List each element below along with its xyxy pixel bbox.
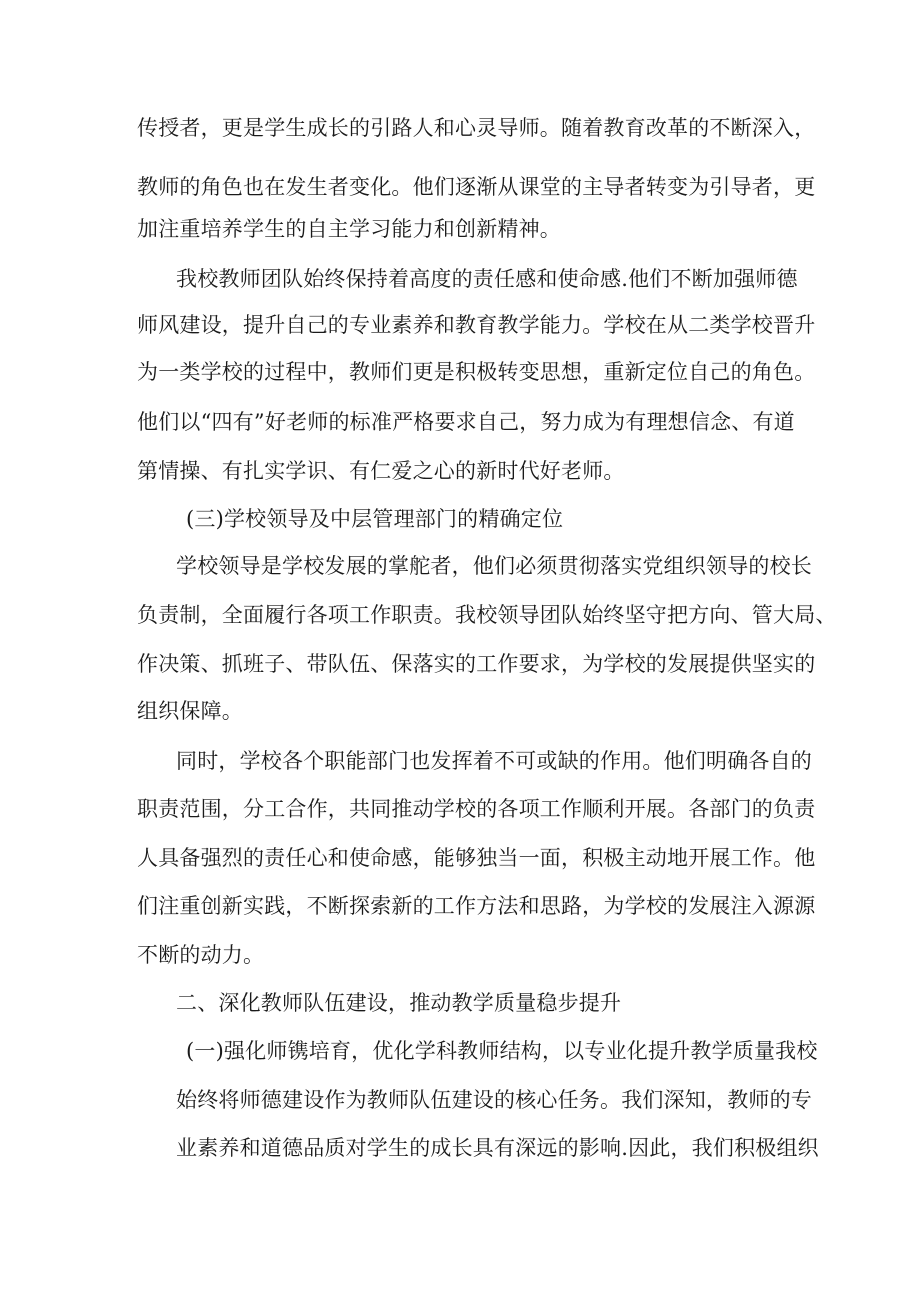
text-line-11: 负责制，全面履行各项工作职责。我校领导团队始终坚守把方向、管大局、 [137,603,837,627]
text-line-22: 业素养和道德品质对学生的成长具有深远的影响.因此，我们积极组织 [176,1136,819,1160]
text-line-4: 我校教师团队始终保持着高度的责任感和使命感.他们不断加强师德 [176,267,798,291]
text-line-15: 职责范围，分工合作，共同推动学校的各项工作顺利开展。各部门的负责 [137,797,816,821]
text-line-13: 组织保障。 [137,699,243,723]
text-line-7: 他们以“四有”好老师的标准严格要求自己，努力成为有理想信念、有道 [137,410,795,434]
section-heading: (三)学校领导及中层管理部门的精确定位 [186,507,564,531]
text-line-10: 学校领导是学校发展的掌舵者，他们必须贯彻落实党组织领导的校长 [176,554,812,578]
chapter-heading: 二、深化教师队伍建设，推动教学质量稳步提升 [176,991,622,1015]
text-line-17: 们注重创新实践，不断探索新的工作方法和思路，为学校的发展注入源源 [137,894,816,918]
text-line-5: 师风建设，提升自己的专业素养和教育教学能力。学校在从二类学校晋升 [137,313,816,337]
text-line-1: 传授者，更是学生成长的引路人和心灵导师。随着教育改革的不断深入， [137,116,816,140]
text-line-6: 为一类学校的过程中，教师们更是积极转变思想，重新定位自己的角色。 [137,360,816,384]
text-line-12: 作决策、抓班子、带队伍、保落实的工作要求，为学校的发展提供坚实的 [137,652,816,676]
text-line-16: 人具备强烈的责任心和使命感，能够独当一面，积极主动地开展工作。他 [137,846,816,870]
text-line-14: 同时，学校各个职能部门也发挥着不可或缺的作用。他们明确各自的 [176,749,812,773]
text-line-2: 教师的角色也在发生者变化。他们逐渐从课堂的主导者转变为引导者，更 [137,175,816,199]
text-line-8: 第情操、有扎实学识、有仁爱之心的新时代好老师。 [137,459,625,483]
subsection-heading: (一)强化师镌培育，优化学科教师结构，以专业化提升教学质量我校 [186,1039,818,1063]
text-line-21: 始终将师德建设作为教师队伍建设的核心任务。我们深知，教师的专 [176,1088,812,1112]
text-line-3: 加注重培养学生的自主学习能力和创新精神。 [137,217,561,241]
text-line-18: 不断的动力。 [137,943,265,967]
